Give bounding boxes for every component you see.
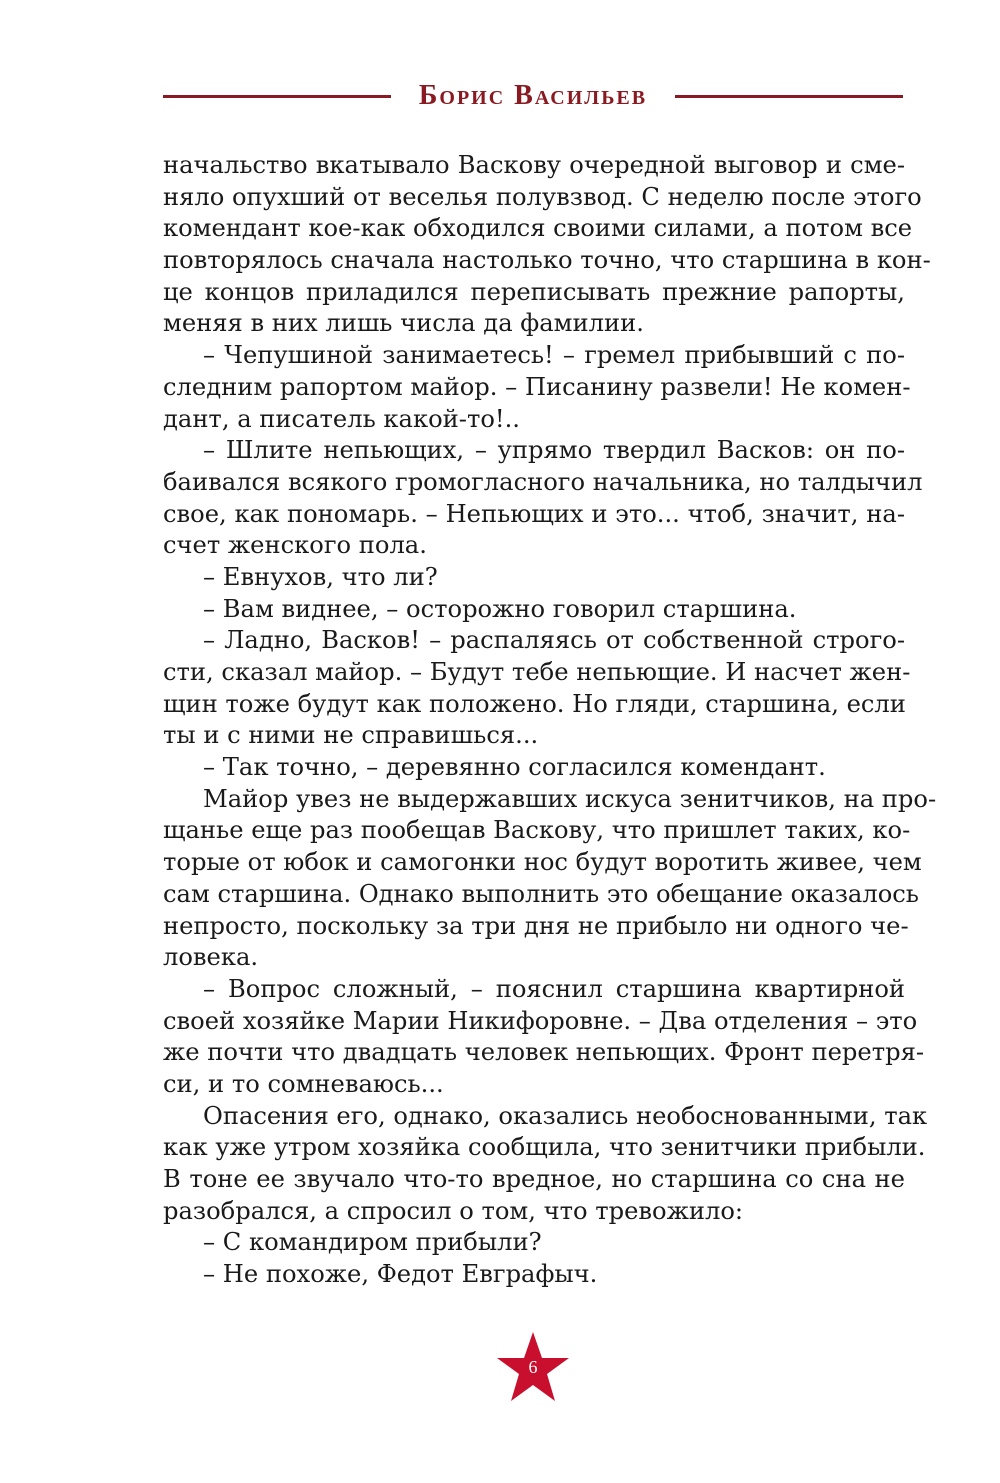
page-folio <box>495 1330 571 1404</box>
text-line: ловека. <box>163 943 259 972</box>
text-line: ты и с ними не справишься... <box>163 721 539 750</box>
text-line: счет женского пола. <box>163 531 427 560</box>
text-line: повторялось сначала настолько точно, что старшина в кон- <box>163 246 931 275</box>
text-line: как уже утром хозяйка сообщила, что зенитчики прибыли. <box>163 1133 926 1162</box>
header-rule-left <box>163 95 391 98</box>
header-rule-right <box>675 95 903 98</box>
text-line: Опасения его, однако, оказались необоснованными, так <box>203 1101 928 1130</box>
page-number: 6 <box>528 1357 538 1377</box>
red-star-icon <box>495 1330 571 1404</box>
text-line: – Так точно, – деревянно согласился комендант. <box>203 753 826 782</box>
running-title: Борис Васильев <box>418 80 648 111</box>
running-head <box>163 78 903 114</box>
text-line: – С командиром прибыли? <box>203 1228 542 1257</box>
text-line: – Чепушиной занимаетесь! – гремел прибывший с по- <box>203 341 905 370</box>
text-line: следним рапортом майор. – Писанину развели! Не комен- <box>163 372 911 401</box>
body-text <box>163 150 937 1291</box>
text-line: непросто, поскольку за три дня не прибыло ни одного че- <box>163 911 909 940</box>
text-line: – Вопрос сложный, – пояснил старшина квартирной <box>203 974 905 1003</box>
text-line: сам старшина. Однако выполнить это обещание оказалось <box>163 879 919 908</box>
text-line: же почти что двадцать человек непьющих. Фронт перетря- <box>163 1038 924 1067</box>
text-line: баивался всякого громогласного начальника, но талдычил <box>163 467 923 496</box>
text-line: комендант кое-как обходился своими силами, а потом все <box>163 214 913 243</box>
text-line: няло опухший от веселья полувзвод. С неделю после этого <box>163 182 922 211</box>
text-line: Майор увез не выдержавших искуса зенитчиков, на про- <box>203 784 937 813</box>
text-line: разобрался, а спросил о том, что тревожило: <box>163 1196 744 1225</box>
text-line: В тоне ее звучало что-то вредное, но старшина со сна не <box>163 1165 905 1193</box>
text-line: – Шлите непьющих, – упрямо твердил Васков: он по- <box>203 436 905 465</box>
text-line: – Не похоже, Федот Евграфыч. <box>203 1260 598 1289</box>
text-line: своей хозяйке Марии Никифоровне. – Два отделения – это <box>163 1006 918 1035</box>
text-line: сти, сказал майор. – Будут тебе непьющие. И насчет жен- <box>163 658 911 686</box>
text-line: щин тоже будут как положено. Но гляди, старшина, если <box>163 689 906 718</box>
text-line: свое, как пономарь. – Непьющих и это... чтоб, значит, на- <box>163 499 905 528</box>
text-line: – Вам виднее, – осторожно говорил старшина. <box>203 594 797 623</box>
text-line: це концов приладился переписывать прежние рапорты, <box>163 277 905 306</box>
text-line: си, и то сомневаюсь... <box>163 1069 444 1098</box>
text-line: торые от юбок и самогонки нос будут воротить живее, чем <box>163 848 922 877</box>
text-line: меняя в них лишь числа да фамилии. <box>163 309 644 338</box>
text-line: – Ладно, Васков! – распаляясь от собственной строго- <box>203 626 905 655</box>
text-line: щанье еще раз пообещав Васкову, что пришлет таких, ко- <box>163 816 911 845</box>
text-line: начальство вкатывало Васкову очередной выговор и сме- <box>163 151 905 179</box>
text-line: – Евнухов, что ли? <box>203 562 438 591</box>
text-line: дант, а писатель какой-то!.. <box>163 404 520 433</box>
